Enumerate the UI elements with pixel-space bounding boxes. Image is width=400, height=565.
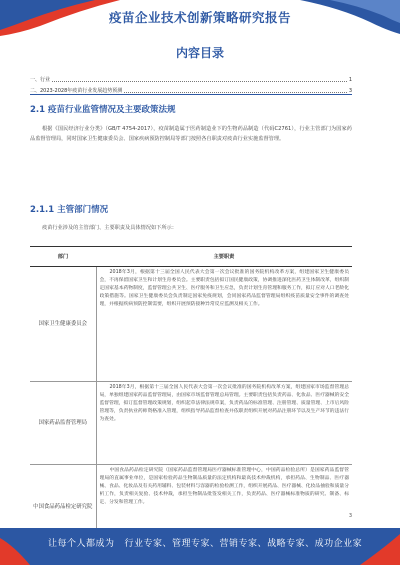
footer-banner bbox=[0, 528, 400, 565]
footer-slogan-lead: 让每个人都成为 bbox=[48, 539, 115, 549]
section-heading: 2.1 疫苗行业监管情况及主要政策法规 bbox=[30, 105, 176, 115]
section-paragraph: 根据《国民经济行业分类》（GB/T 4754-2017），疫苗制造属于医药制造业下的生物药品制造（代码C2761），行业主管部门为国家药品监督管理局，同时国家卫生健康委员会、国家疾病预防控制局等部门按照各自职责对疫苗行业实施监督管理。 bbox=[30, 126, 352, 142]
column-header-dept: 部门 bbox=[30, 247, 96, 267]
duty-cell bbox=[96, 382, 352, 465]
subsection-heading: 2.1.1 主管部门情况 bbox=[30, 205, 109, 215]
table-row bbox=[30, 382, 352, 465]
footer-tag: 战略专家、 bbox=[267, 539, 315, 549]
footer-slogan bbox=[48, 536, 362, 549]
toc-item-page: 1 bbox=[348, 77, 352, 83]
dept-cell: 国家药品监督管理局 bbox=[30, 382, 96, 465]
toc-leader-dots bbox=[124, 92, 347, 93]
header-banner bbox=[0, 0, 400, 36]
toc-item[interactable] bbox=[30, 76, 352, 84]
duty-text: 中国食品药品检定研究院（国家药品监督管理局医疗器械标准管理中心，中国药品检验总所）是国家药品监督管理局的直属事业单位，是国家检验药品生物制品质量的法定机构和最高技术仲裁机构，承担药品、生物制品、医疗器械、食品、化妆品及有关药用辅料、包装材料与容器的检验检测工作，组织开展药品、医疗器械、化妆品抽验和质量分析工作，负责相关复验、技术仲裁，承担生物制品批签发相关工作，负责药品、医疗器械标准物质的研究、制备、标定、分发和管理工作。 bbox=[99, 468, 349, 505]
footer-tag: 营销专家、 bbox=[219, 539, 268, 549]
toc-leader-dots bbox=[52, 81, 347, 82]
toc-item-label: 一、行业 bbox=[30, 77, 51, 83]
page-number: 3 bbox=[348, 513, 352, 519]
duty-cell bbox=[96, 267, 352, 382]
footer-tag: 管理专家、 bbox=[172, 539, 220, 549]
toc-heading: 内容目录 bbox=[175, 46, 224, 60]
toc-item-label: 二、2023-2028年疫苗行业发展趋势预测 bbox=[30, 88, 123, 94]
footer-tag: 行业专家、 bbox=[124, 539, 173, 549]
table-row bbox=[30, 267, 352, 382]
column-header-duty: 主要职责 bbox=[96, 247, 352, 267]
authorities-table bbox=[30, 246, 352, 550]
report-title: 疫苗企业技术创新策略研究报告 bbox=[108, 10, 291, 25]
subsection-paragraph: 疫苗行业涉及的主管部门、主要职责及具体情况如下所示： bbox=[42, 225, 177, 231]
divider bbox=[30, 94, 352, 95]
dept-cell: 中国食品药品检定研究院 bbox=[30, 465, 96, 550]
table-header-row bbox=[30, 247, 352, 267]
duty-text: 2018年3月，根据第十三届全国人民代表大会第一次会议批准的国务院机构改革方案，组建国家卫生健康委员会，不再保留国家卫生和计划生育委员会。主要职责包括拟订国民健康政策，协调推进深化医药卫生体制改革，组织制定国家基本药物制度，监督管理公共卫生、医疗服务和卫生应急，负责计划生育管理和服务工作，拟订应对人口老龄化政策措施等。国家卫生健康委员会负责制定国家免疫规划，会同国家药品监督管理局组织疫苗质量安全事件的调查处理，并根据疾病预防控制需要，组织开展预防接种异常反应监测及相关工作。 bbox=[99, 270, 349, 307]
footer-tag: 成功企业家 bbox=[314, 539, 363, 549]
duty-text: 2018年3月，根据第十三届全国人民代表大会第一次会议批准的国务院机构改革方案，组建国家市场监督管理总局，单独组建国家药品监督管理局，由国家市场监督管理总局管理。主要职责包括负责药品、化妆品、医疗器械的安全监督管理，拟订监督管理政策规划，组织起草法律法规草案，负责药品的标准管理、注册管理、质量管理、上市后风险管理等，负责执业药师资格准入管理，组织指导药品监督检查并依职责组织开展对药品注册环节以及生产环节的违法行为查处。 bbox=[99, 385, 349, 422]
toc-item-page: 3 bbox=[348, 88, 352, 94]
dept-cell: 国家卫生健康委员会 bbox=[30, 267, 96, 382]
